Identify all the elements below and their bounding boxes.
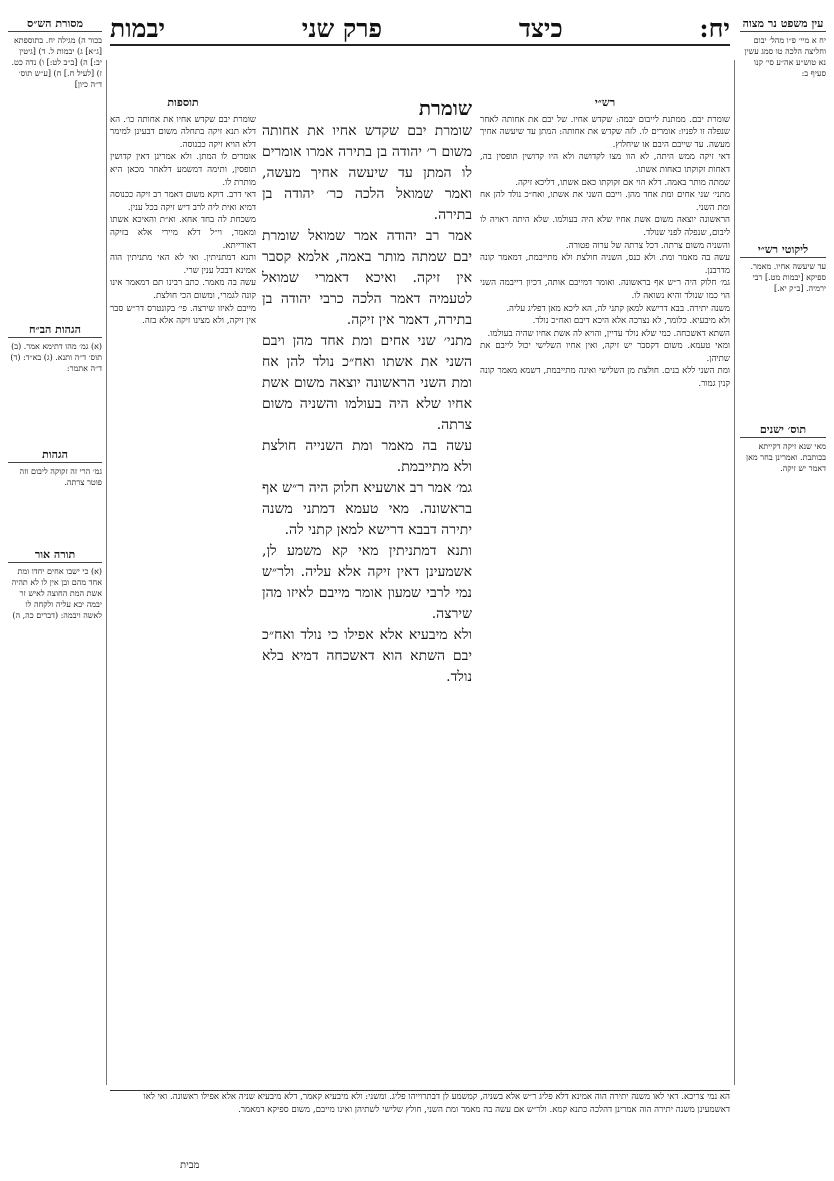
rashi-heading: רש״י (594, 96, 616, 109)
rashi-paragraph: גמ׳ חלוק היה ר״ש אף בראשונה. ואומר דמייבם אותה, דכיון דייבמה השני הוי כמו שנולד והיא נשואה לו. (480, 278, 730, 301)
chapter-prefix: כיצד (518, 14, 563, 43)
ein-mishpat-column (740, 14, 826, 234)
tosafot-paragraph: שומרת יבם שקדש אחיו את אחותה כו׳. הא דלא תנא זיקה בתחלה משום דבעינן למימר דלא הויא זיקה ככנוסה. (110, 114, 256, 150)
tosafot-paragraph: ותנא דמתניתין. ואי לא האי מתניתין הוה אמינא דבכל ענין שרי. (110, 253, 256, 276)
ein-mishpat-text: יח א מיי׳ פ״ו מהל׳ יבום וחליצה הלכה טו סמג עשין נא טוש״ע אה״ע סי׳ קנו סעיף ב: (744, 36, 826, 78)
page-header (110, 14, 730, 46)
hagahot-habach-column (8, 320, 102, 440)
gilyon-column (8, 445, 102, 535)
tosafot-heading: תוספות (167, 96, 199, 109)
gilyon-text: גמ׳ הרי זה זקוקה ליבום וזה פוטר צרתה. (19, 467, 102, 487)
rashi-paragraph: ומת השני ללא בנים. חולצת מן השלישי ואינה מתייבמת, דשמא מאמר קונה קנין גמור. (480, 366, 730, 390)
rashi-paragraph: מתני׳ שני אחים ומת אחד מהן. וייבם השני את אשתו, ואח״כ נולד להן אח ומת השני. (480, 190, 730, 213)
rashi-index-column (740, 240, 826, 410)
rashi-paragraph: והשניה משום צרתה. דכל צרתה של ערוה פטורה. (565, 240, 730, 251)
daf-number: יח: (699, 14, 730, 43)
gemara-paragraph: ותנא דמתניתין מאי קא משמע לן, אשמעינן דאין זיקה אלא עליה. ולר״ש נמי לרבי שמעון אומר מייבם לאיזו מהן שירצה. (262, 543, 472, 622)
gemara-paragraph: מתני׳ שני אחים ומת אחד מהן ויבם השני את אשתו ואח״כ נולד להן אח ומת השני הראשונה יוצאה משום אשת אחיו שלא היה בעולמו והשניה משום צרתה. (262, 333, 472, 433)
tosafot-paragraph: משכחת לה בחד אחא. וא״ת והאיכא אשתו ומאמר, וי״ל דלא מיירי אלא בזיקה דאורייתא. (110, 215, 256, 251)
rashi-paragraph: משנה יתירה. בבא דרישא למאן קתני לה, הא ליכא מאן דפליג עליה. (506, 303, 730, 314)
gemara-paragraph: אמר רב יהודה אמר שמואל שומרת יבם שמתה מותר באמה, אלמא קסבר אין זיקה. ואיכא דאמרי שמואל לטעמיה דאמר הלכה כרבי יהודה בן בתירה, דאמר אין זיקה. (262, 228, 472, 328)
torah-or-column (8, 545, 102, 705)
hagahot-habach-text: (א) גמ׳ מהו דתימא אמר. (ב) תוס׳ ד״ה ותנא. (ג) בא״ד: (ד) ד״ה אתמר: (10, 342, 102, 373)
rashi-paragraph: ומאי טעמא. משום דקסבר יש זיקה, ואין אחיו השלישי יכול לייבם את שתיהן. (480, 341, 730, 364)
rashi-paragraph: שמתה מותר באמה. דלא הוי אם זקוקתו כאם אשתו, דליכא זיקה. (515, 177, 730, 188)
rashi-column (480, 95, 730, 1085)
tosafot-yeshanim-column (740, 420, 826, 620)
gemara-paragraph: עשה בה מאמר ומת השנייה חולצת ולא מתייבמת. (262, 438, 472, 475)
gemara-paragraph: גמ׳ אמר רב אושעיא חלוק היה ר״ש אף בראשונה. מאי טעמא דמתני משנה יתירה דבבא דרישא למאן קתני לה. (262, 480, 472, 538)
tosafot-yeshanim-text: מאי שנא זיקה דקייתא בכותבת. ואמרינן בחר מאן דאמר יש זיקה. (746, 442, 826, 473)
rashi-paragraph: ולא מיבעיא. כלומר, לא נצרכה אלא היכא דיבם ואח״כ נולד. (532, 316, 730, 327)
hagahot-habach-title: הגהות הב״ח (8, 324, 102, 338)
gilyon-title: הגהות (8, 449, 102, 463)
right-margin-rule (734, 60, 735, 1085)
gemara-paragraph: ולא מיבעיא אלא אפילו כי נולד ואח״כ יבם השתא הוא דאשכחה דמיא בלא נולד. (262, 627, 472, 685)
gemara-opening-word: שומרת (418, 96, 472, 120)
rashi-paragraph: הראשונה יוצאה משום אשת אחיו שלא היה בעולמו. שלא היתה ראויה לו ליבום, שנפלה לפני שנולד. (480, 215, 730, 238)
rashi-paragraph: דאי זיקה ממש היתה, לא הוו מצו לקדושה ולא היו קדושין תופסין בה, דאחות זקוקתו כאחות אשתו. (480, 152, 730, 175)
tosafot-paragraph: עשה בה מאמר. כתב רבינו תם דמאמר אינו קונה לגמרי, ומשום הכי חולצת. (110, 278, 256, 301)
left-margin-rule (106, 60, 107, 1085)
rashi-index-title: ליקוטי רש״י (740, 244, 826, 258)
rashi-paragraph: שומרת יבם. ממתנת לייבום יבמה: שקדש אחיו. של יבם את אחותה לאחר שנפלה זו לפניו: אומרים לו. לזה שקדש את אחותה: המתן עד שיעשה אחיך מעשה. עד שייבם היבם או שיחלוץ. (480, 114, 730, 150)
torah-or-title: תורה אור (8, 549, 102, 563)
page-footer-commentary: הא נמי צריכא. דאי לאו משנה יתירה הוה אמינא דלא פליג ר״ש אלא בשניה, קמשמע לן דבתרוייהו פליג. ומשני: ולא מיבעיא קאמר, דלא מיבעיא שניה אלא אפילו ראשונה. ואי לאו דאשמעינן משנה יתירה הוה אמרינן דהלכה כתנא קמא. ולר״ש אם עשה בה מאמר ומת השני, חולץ שלישי לשתיהן ואינו מייבם, משום ספיקא דמאמר. (110, 1090, 730, 1161)
gemara-paragraph: שומרת יבם שקדש אחיו את אחותה משום ר׳ יהודה בן בתירה אמרו אומרים לו המתן עד שיעשה אחיך מעשה, ואמר שמואל הלכה כר׳ יהודה בן בתירה. (262, 123, 472, 223)
mesorat-hashas-column (8, 14, 102, 314)
gemara-column (262, 95, 472, 1085)
chapter-title: פרק שני (301, 14, 383, 43)
rashi-paragraph: השתא דאשכחה. כמי שלא נולד עדיין, והויא לה אשת אחיו שהיה בעולמו. (487, 328, 730, 339)
tosafot-paragraph: מייבם לאיזו שירצה. פי׳ בקונטרס דר״ש סבר אין זיקה, ולא מצינו זיקה אלא בזה. (110, 303, 256, 327)
tosafot-paragraph: אומרים לו המתן. ולא אמרינן דאין קדושין תופסין, ותימה דמשמע דלאחר מכאן היא מותרת לו. (110, 152, 256, 188)
tractate-title: יבמות (110, 14, 166, 43)
torah-or-text: (א) כי ישבו אחים יחדו ומת אחד מהם ובן אין לו לא תהיה אשת המת החוצה לאיש זר יבמה יבא עליה ולקחה לו לאשה ויבמה: (דברים כה, ה) (11, 567, 102, 620)
catchword: מבית (180, 1160, 200, 1171)
mesorat-hashas-text: בכור ה) מגילה יח. בתוספתא [ג״א] ג) יבמות ל. ד) [גיטין יב:] ה) [ב״ב לט:] ו) נדה כט. ז) [לעיל ח.] ח) [ע״ש תוס׳ ד״ה כיון] (11, 36, 102, 89)
mesorat-hashas-title: מסורת הש״ס (8, 18, 102, 32)
rashi-paragraph: עשה בה מאמר ומת. ולא כנס, השניה חולצת ולא מתייבמת, דמאמר קונה מדרבנן. (480, 253, 730, 276)
rashi-index-text: עד שיעשה אחיו. מאמר. ספיקא [יבמות מט.] רבי ירמיה. [ב״ק יא.] (750, 262, 826, 293)
tosafot-paragraph: דאי דרב. דוקא משום דאמר רב זיקה ככנוסה דמיא ואית ליה לרב דיש זיקה בכל ענין. (110, 190, 256, 213)
tosafot-column (110, 95, 256, 1085)
ein-mishpat-title: עין משפט נר מצוה (740, 18, 826, 32)
tosafot-yeshanim-title: תוס׳ ישנים (740, 424, 826, 438)
